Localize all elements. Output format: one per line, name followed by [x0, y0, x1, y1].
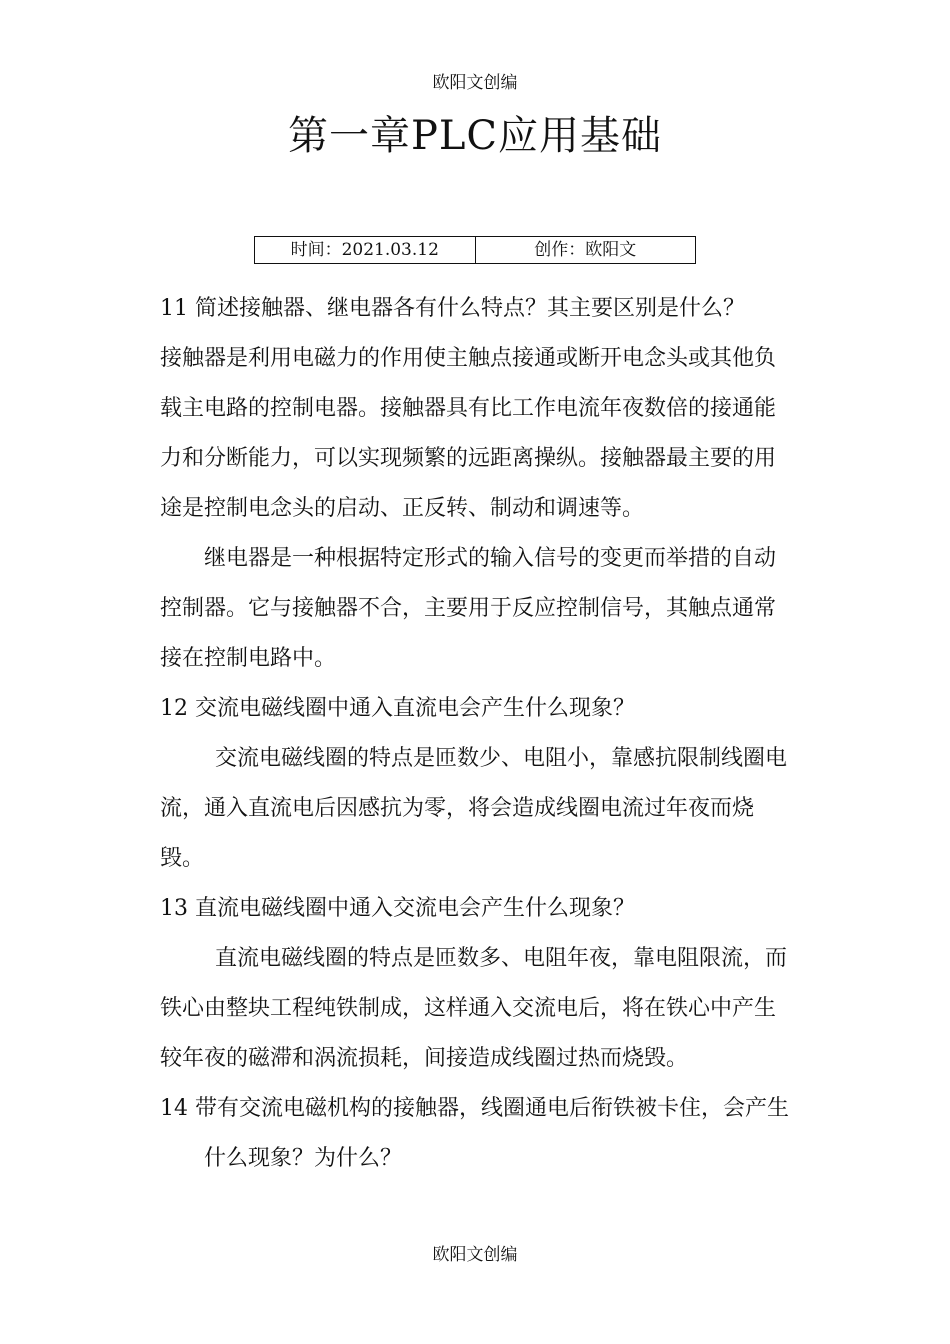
question-12: 12 交流电磁线圈中通入直流电会产生什么现象？ — [160, 696, 635, 721]
question-11: 11 简述接触器、继电器各有什么特点？其主要区别是什么？ — [160, 296, 745, 321]
question-14: 14 带有交流电磁机构的接触器，线圈通电后衔铁被卡住，会产生什么现象？为什么？ — [160, 1096, 789, 1171]
page-header-note: 欧阳文创编 — [432, 73, 518, 93]
meta-author: 创作：欧阳文 — [475, 237, 696, 263]
document-body — [160, 284, 796, 1184]
answer-13: 直流电磁线圈的特点是匝数多、电阻年夜，靠电阻限流，而铁心由整块工程纯铁制成，这样通入交流电后，将在铁心中产生较年夜的磁滞和涡流损耗，间接造成线圈过热而烧毁。 — [160, 946, 788, 1071]
page-footer-note: 欧阳文创编 — [432, 1245, 518, 1265]
page-title: 第一章PLC应用基础 — [287, 113, 663, 159]
question-13: 13 直流电磁线圈中通入交流电会产生什么现象？ — [160, 896, 635, 921]
meta-time: 时间：2021.03.12 — [290, 240, 439, 260]
answer-12: 交流电磁线圈的特点是匝数少、电阻小，靠感抗限制线圈电流，通入直流电后因感抗为零，将会造成线圈电流过年夜而烧毁。 — [160, 746, 788, 871]
answer-11-contactor: 接触器是利用电磁力的作用使主触点接通或断开电念头或其他负载主电路的控制电器。接触器具有比工作电流年夜数倍的接通能力和分断能力，可以实现频繁的远距离操纵。接触器最主要的用途是控制电念头的启动、正反转、制动和调速等。 — [160, 346, 777, 521]
meta-table — [254, 236, 696, 264]
answer-11-relay: 继电器是一种根据特定形式的输入信号的变更而举措的自动控制器。它与接触器不合，主要用于反应控制信号，其触点通常接在控制电路中。 — [160, 546, 777, 671]
